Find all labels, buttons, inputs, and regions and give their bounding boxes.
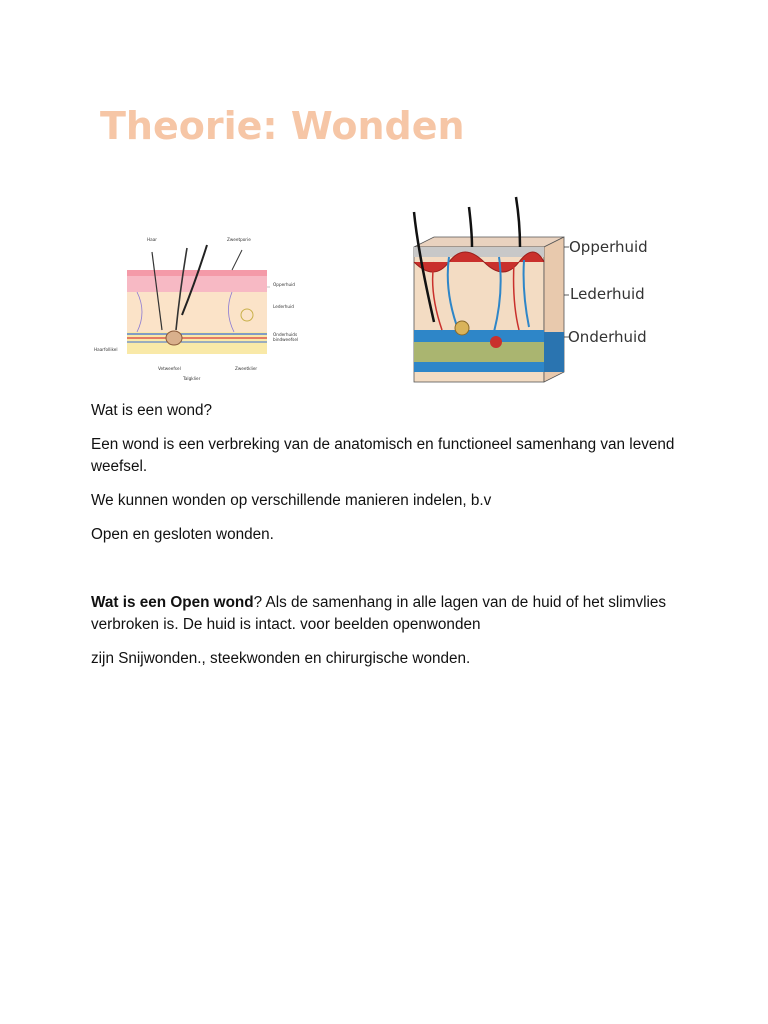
open-wond-heading: Wat is een Open wond (91, 594, 254, 611)
paragraph-indelen: We kunnen wonden op verschillende manieren indelen, b.v (91, 492, 492, 509)
label-lederhuid-small: Lederhuid (273, 304, 294, 309)
open-wond-text: ? Als de samenhang in alle lagen van de huid of het slimvlies verbroken is. De huid is intact. voor beelden openwonden (91, 594, 667, 633)
paragraph-definition: Een wond is een verbreking van de anatomisch en functioneel samenhang van levend weefsel. (91, 436, 675, 475)
label-haarfollikel: Haarfollikel (94, 347, 118, 352)
label-zweetklier: Zweetklier (235, 366, 258, 371)
question-wat-is-een-wond: Wat is een wond? (91, 402, 213, 419)
label-haar: Haar (147, 237, 158, 242)
label-bindweefsel: bindweefsel (273, 337, 299, 342)
skin-diagram-small (92, 230, 310, 385)
label-opperhuid-small: Opperhuid (273, 282, 295, 287)
label-opperhuid: Opperhuid (569, 238, 648, 256)
label-onderhuids: Onderhuids (273, 332, 298, 337)
paragraph-voorbeelden: zijn Snijwonden., steekwonden en chirurgische wonden. (91, 650, 471, 667)
label-vetweefsel: Vetweefsel (158, 366, 181, 371)
label-onderhuid: Onderhuid (568, 328, 647, 346)
label-lederhuid: Lederhuid (570, 285, 645, 303)
skin-diagram-block (404, 192, 654, 392)
label-zweetporie: Zweetporie (227, 237, 251, 242)
paragraph-open-wond (91, 592, 691, 636)
body-text (91, 400, 691, 682)
paragraph-open-gesloten: Open en gesloten wonden. (91, 526, 274, 543)
label-talgklier: Talgklier (183, 376, 201, 381)
page-title: Theorie: Wonden (100, 104, 465, 148)
